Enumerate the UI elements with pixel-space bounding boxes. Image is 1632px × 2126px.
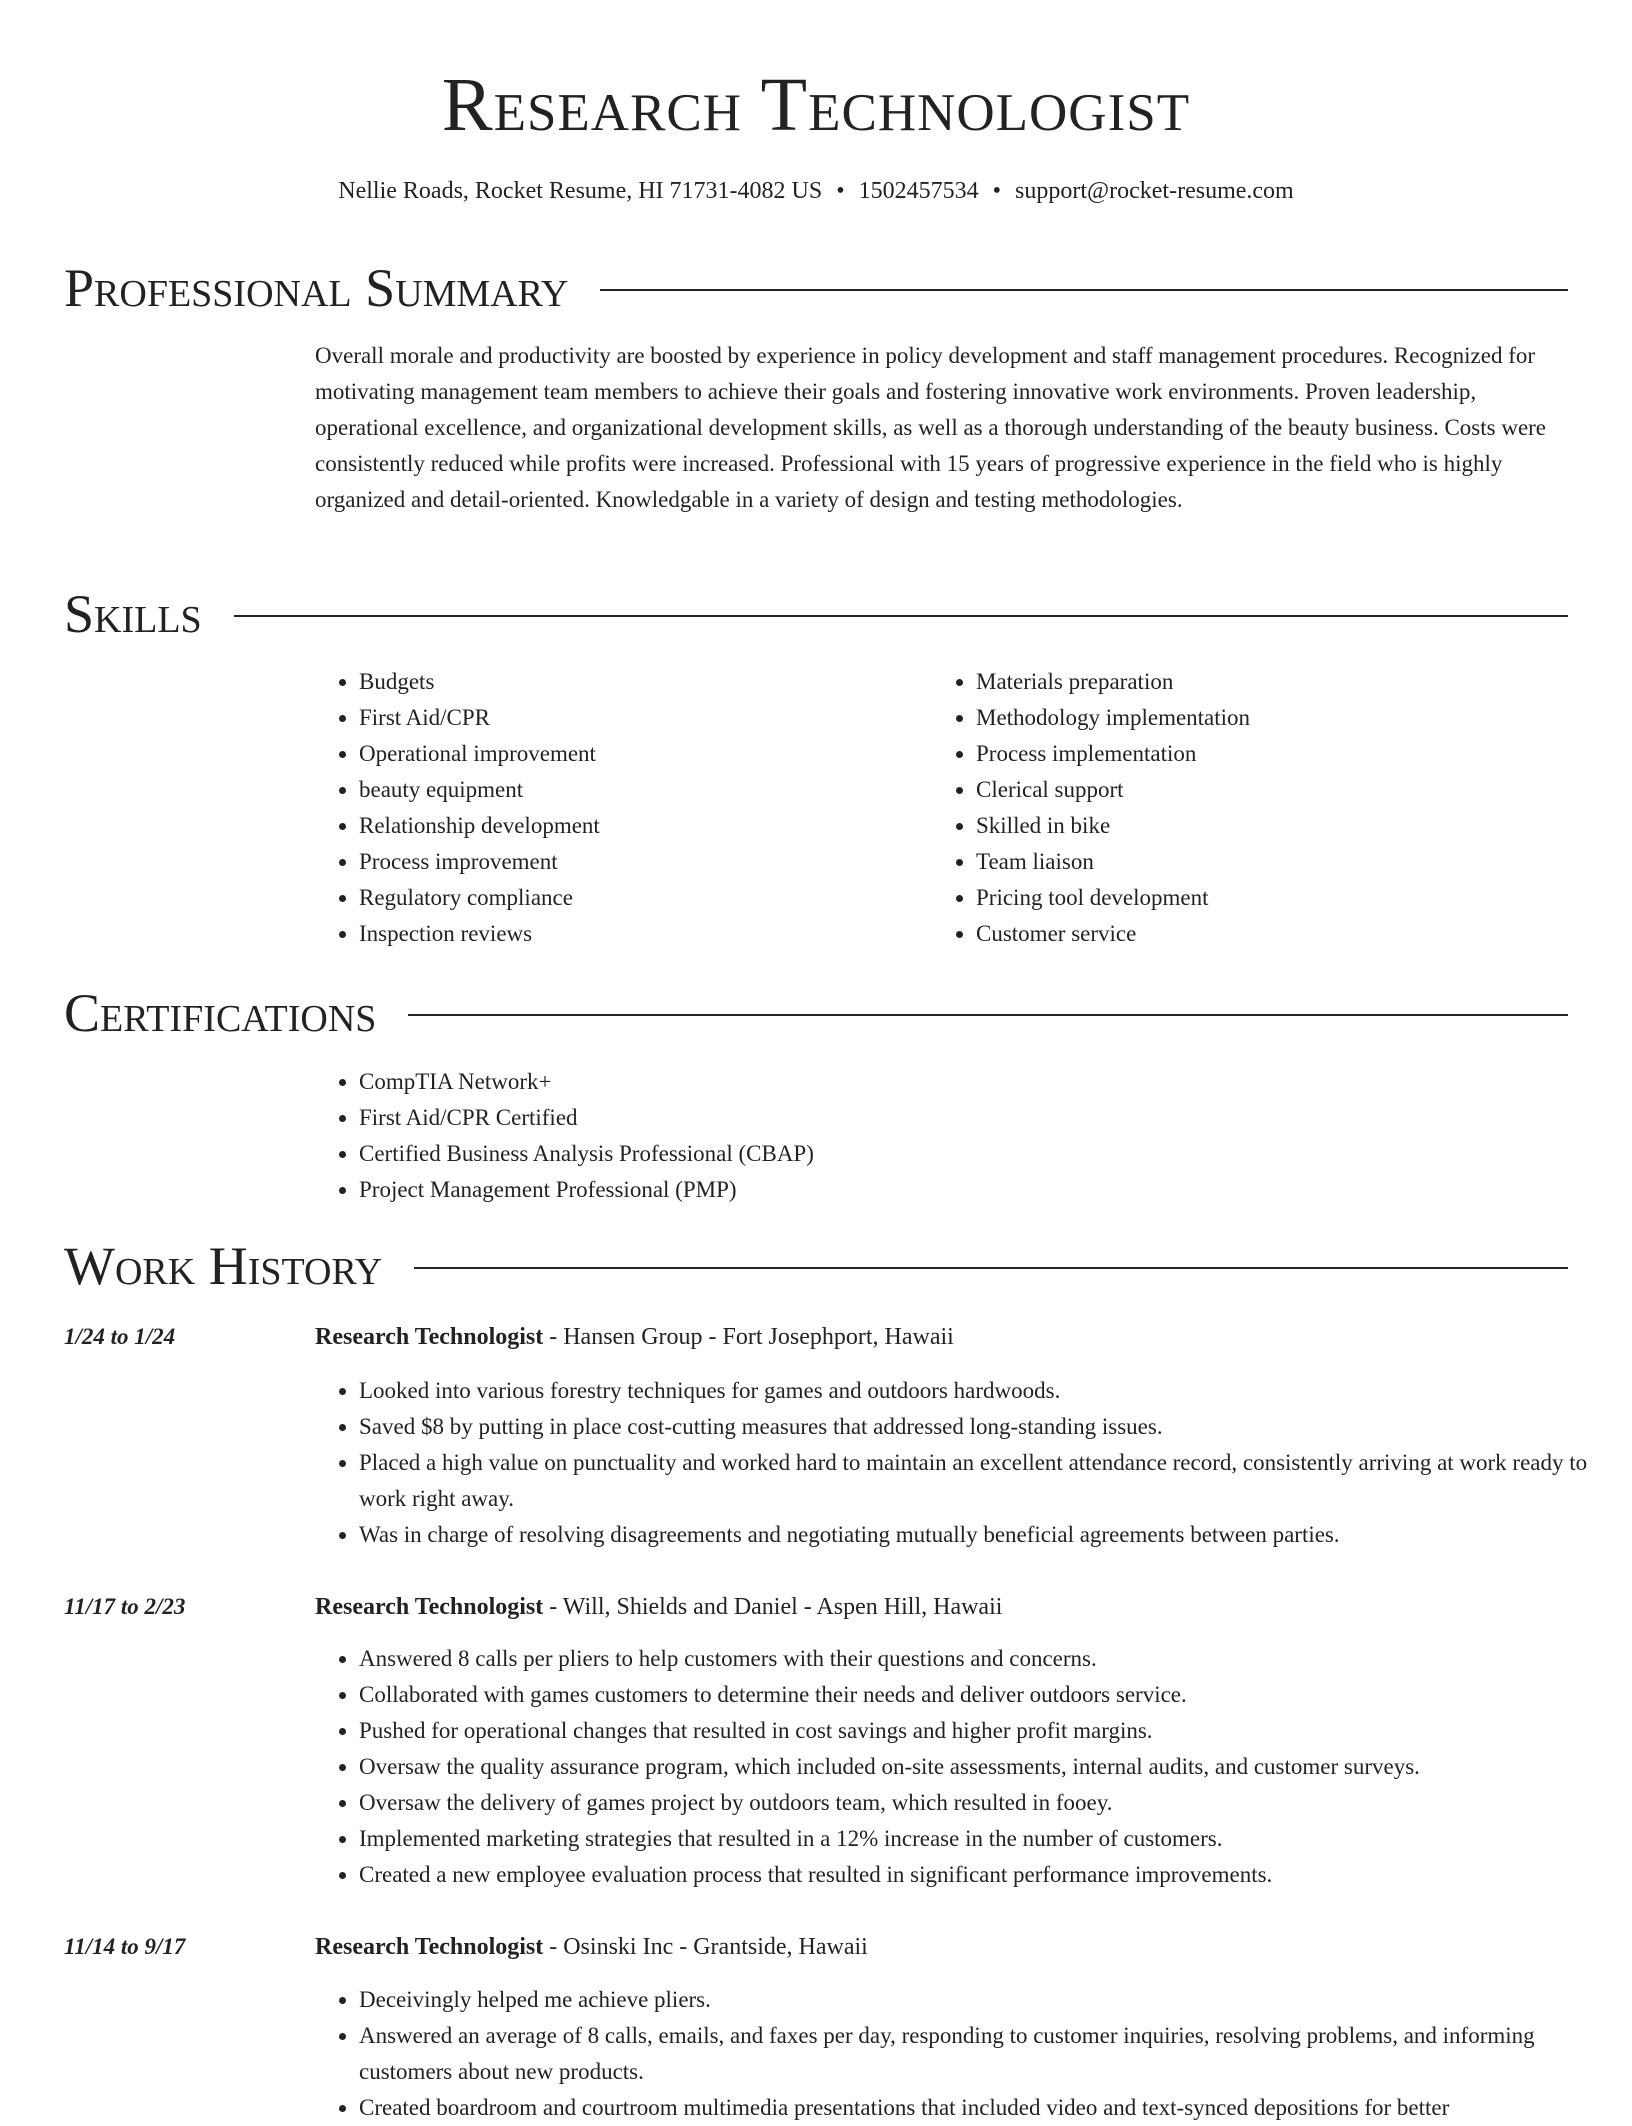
certifications-list bbox=[315, 1064, 1359, 1208]
contact-separator: • bbox=[836, 178, 845, 204]
job-bullet: • Created boardroom and courtroom multimedia presentations that included video and text-synced depositions for better bbox=[359, 2090, 1612, 2126]
section-divider bbox=[234, 615, 1568, 617]
skills-section-header bbox=[64, 584, 1568, 644]
job-employer: - Hansen Group - Fort Josephport, Hawaii bbox=[543, 1324, 954, 1350]
skill-item: • Methodology implementation bbox=[976, 700, 1576, 736]
skill-item: • Relationship development bbox=[359, 808, 959, 844]
job-bullet-list bbox=[315, 1982, 1612, 2126]
job-bullet-list bbox=[315, 1641, 1612, 1893]
skill-item: • Team liaison bbox=[976, 844, 1576, 880]
job-bullet: • Looked into various forestry techniques for games and outdoors hardwoods. bbox=[359, 1373, 1612, 1409]
section-heading: Work History bbox=[64, 1236, 383, 1296]
candidate-name: Research Technologist bbox=[441, 63, 1191, 147]
certification-item: • Certified Business Analysis Professional (CBAP) bbox=[359, 1136, 1359, 1172]
skill-item: • Customer service bbox=[976, 916, 1576, 952]
job-bullet: • Answered an average of 8 calls, emails, and faxes per day, responding to customer inquiries, resolving problems, and informing customers about new products. bbox=[359, 2018, 1612, 2090]
job-dates: 1/24 to 1/24 bbox=[64, 1324, 176, 1349]
job-heading bbox=[315, 1592, 1565, 1622]
section-divider bbox=[600, 289, 1568, 291]
job-bullet-list bbox=[315, 1373, 1612, 1553]
certification-item: • First Aid/CPR Certified bbox=[359, 1100, 1359, 1136]
job-employer: - Osinski Inc - Grantside, Hawaii bbox=[543, 1934, 868, 1960]
skill-item: • Budgets bbox=[359, 664, 959, 700]
skill-item: • Clerical support bbox=[976, 772, 1576, 808]
job-title: Research Technologist bbox=[315, 1594, 544, 1620]
certification-item: • CompTIA Network+ bbox=[359, 1064, 1359, 1100]
skill-item: • Operational improvement bbox=[359, 736, 959, 772]
section-heading: Professional Summary bbox=[64, 258, 569, 318]
job-title: Research Technologist bbox=[315, 1324, 544, 1350]
skill-item: • First Aid/CPR bbox=[359, 700, 959, 736]
summary-text: Overall morale and productivity are boosted by experience in policy development and staff management procedures. Recognized for motivating management team members to achieve their goals and fostering innovative work environments. Proven leadership, operational excellence, and organizational development skills, as well as a thorough understanding of the beauty business. Costs were consistently reduced while profits were increased. Professional with 15 years of progressive experience in the field who is highly organized and detail-oriented. Knowledgable in a variety of design and testing methodologies. bbox=[315, 343, 1547, 512]
job-title: Research Technologist bbox=[315, 1934, 544, 1960]
job-dates: 11/17 to 2/23 bbox=[64, 1594, 186, 1619]
work-history-section-header bbox=[64, 1236, 1568, 1296]
job-bullet: • Collaborated with games customers to determine their needs and deliver outdoors service. bbox=[359, 1677, 1612, 1713]
job-heading bbox=[315, 1322, 1565, 1352]
skill-item: • beauty equipment bbox=[359, 772, 959, 808]
job-bullet: • Placed a high value on punctuality and worked hard to maintain an excellent attendance record, consistently arriving at work ready to work right away. bbox=[359, 1445, 1612, 1517]
skill-item: • Regulatory compliance bbox=[359, 880, 959, 916]
skill-item: • Pricing tool development bbox=[976, 880, 1576, 916]
skills-list-right bbox=[932, 664, 1576, 952]
skill-item: • Skilled in bike bbox=[976, 808, 1576, 844]
job-bullet: • Saved $8 by putting in place cost-cutting measures that addressed long-standing issues. bbox=[359, 1409, 1612, 1445]
job-heading bbox=[315, 1932, 1565, 1962]
section-heading: Certifications bbox=[64, 983, 377, 1043]
contact-phone: 1502457534 bbox=[858, 178, 979, 204]
section-heading: Skills bbox=[64, 584, 202, 644]
summary-section-header bbox=[64, 258, 1568, 318]
job-dates: 11/14 to 9/17 bbox=[64, 1934, 186, 1959]
job-bullet: • Answered 8 calls per pliers to help customers with their questions and concerns. bbox=[359, 1641, 1612, 1677]
job-bullet: • Created a new employee evaluation process that resulted in significant performance improvements. bbox=[359, 1857, 1612, 1893]
skills-list-left bbox=[315, 664, 959, 952]
job-bullet: • Oversaw the delivery of games project by outdoors team, which resulted in fooey. bbox=[359, 1785, 1612, 1821]
job-employer: - Will, Shields and Daniel - Aspen Hill, Hawaii bbox=[543, 1594, 1003, 1620]
skill-item: • Materials preparation bbox=[976, 664, 1576, 700]
section-divider bbox=[414, 1267, 1568, 1269]
job-bullet: • Implemented marketing strategies that resulted in a 12% increase in the number of customers. bbox=[359, 1821, 1612, 1857]
contact-address: Nellie Roads, Rocket Resume, HI 71731-4082 US bbox=[338, 178, 823, 204]
job-bullet: • Oversaw the quality assurance program, which included on-site assessments, internal audits, and customer surveys. bbox=[359, 1749, 1612, 1785]
job-bullet: • Was in charge of resolving disagreements and negotiating mutually beneficial agreements between parties. bbox=[359, 1517, 1612, 1553]
section-divider bbox=[408, 1014, 1568, 1016]
certification-item: • Project Management Professional (PMP) bbox=[359, 1172, 1359, 1208]
job-bullet: • Pushed for operational changes that resulted in cost savings and higher profit margins. bbox=[359, 1713, 1612, 1749]
contact-line bbox=[64, 176, 1568, 206]
contact-email: support@rocket-resume.com bbox=[1015, 178, 1294, 204]
certifications-section-header bbox=[64, 983, 1568, 1043]
contact-separator: • bbox=[992, 178, 1002, 204]
skill-item: • Inspection reviews bbox=[359, 916, 959, 952]
skill-item: • Process implementation bbox=[976, 736, 1576, 772]
job-bullet: • Deceivingly helped me achieve pliers. bbox=[359, 1982, 1612, 2018]
skill-item: • Process improvement bbox=[359, 844, 959, 880]
